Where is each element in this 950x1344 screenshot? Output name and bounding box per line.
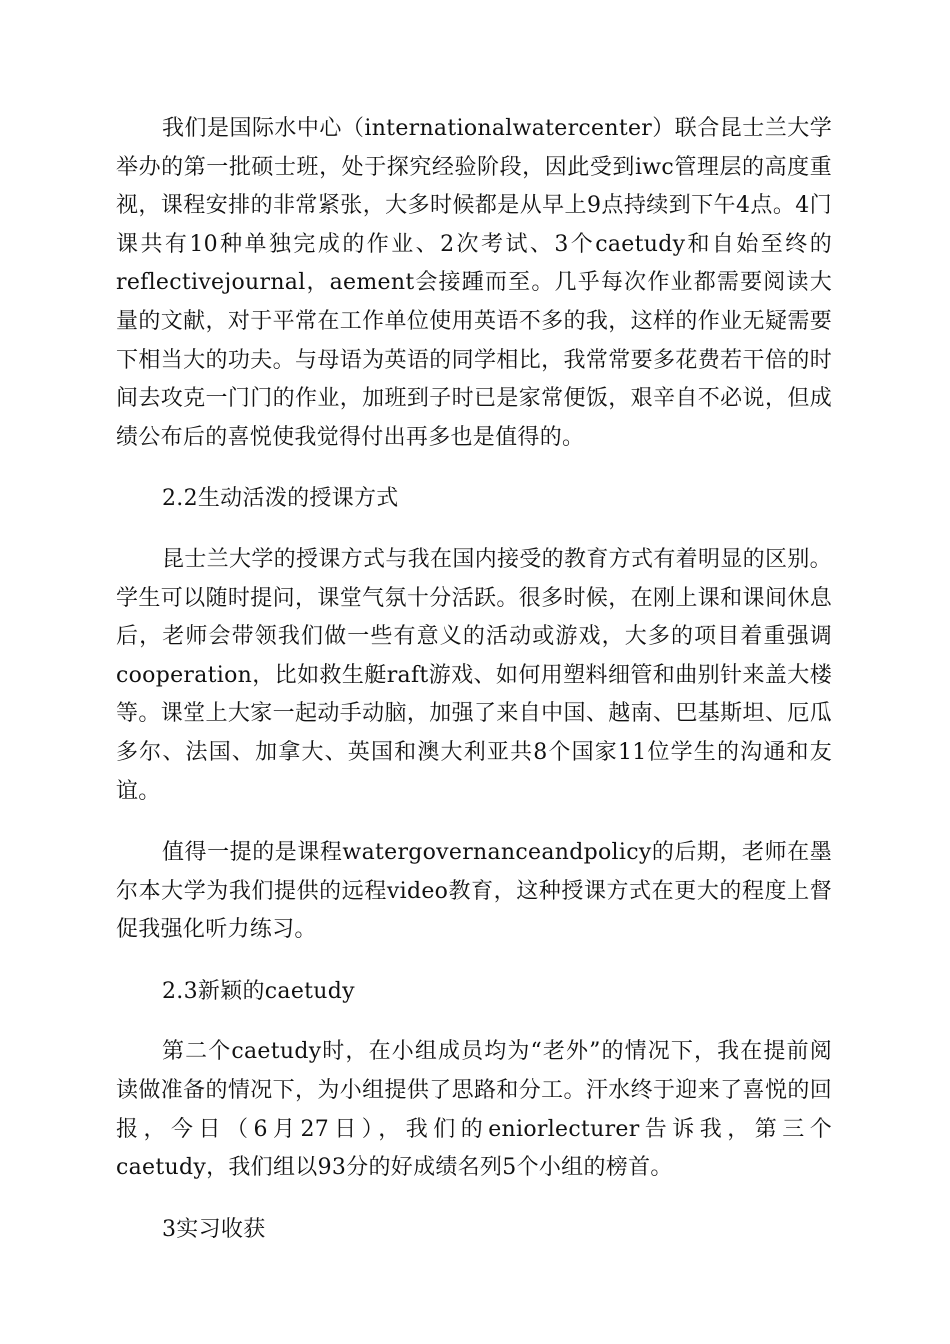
section-heading-case-study: 2.3新颖的caetudy [162,978,355,1004]
document-page [116,110,832,1271]
section-heading-teaching-style: 2.2生动活泼的授课方式 [162,486,399,512]
paragraph-case-study: 第二个caetudy时，在小组成员均为“老外”的情况下，我在提前阅读做准备的情况下，为小组提供了思路和分工。汗水终于迎来了喜悦的回报，今日（6月27日），我们的eniorlecturer告诉我，第三个caetudy，我们组以93分的好成绩名列5个小组的榜首。 [116,1039,832,1181]
paragraph-remote-video: 值得一提的是课程watergovernanceandpolicy的后期，老师在墨尔本大学为我们提供的远程video教育，这种授课方式在更大的程度上督促我强化听力练习。 [116,840,832,943]
paragraph-study-workload: 我们是国际水中心（internationalwatercenter）联合昆士兰大学举办的第一批硕士班，处于探究经验阶段，因此受到iwc管理层的高度重视，课程安排的非常紧张，大多时候都是从早上9点持续到下午4点。4门课共有10种单独完成的作业、2次考试、3个caetudy和自始至终的reflectivejournal，aement会接踵而至。几乎每次作业都需要阅读大量的文献，对于平常在工作单位使用英语不多的我，这样的作业无疑需要下相当大的功夫。与母语为英语的同学相比，我常常要多花费若干倍的时间去攻克一门门的作业，加班到子时已是家常便饭，艰辛自不必说，但成绩公布后的喜悦使我觉得付出再多也是值得的。 [116,116,832,450]
section-heading-internship-gains: 3实习收获 [162,1216,266,1242]
paragraph-teaching-style: 昆士兰大学的授课方式与我在国内接受的教育方式有着明显的区别。学生可以随时提问，课堂气氛十分活跃。很多时候，在刚上课和课间休息后，老师会带领我们做一些有意义的活动或游戏，大多的项目着重强调cooperation，比如救生艇raft游戏、如何用塑料细管和曲别针来盖大楼等。课堂上大家一起动手动脑，加强了来自中国、越南、巴基斯坦、厄瓜多尔、法国、加拿大、英国和澳大利亚共8个国家11位学生的沟通和友谊。 [116,546,832,804]
